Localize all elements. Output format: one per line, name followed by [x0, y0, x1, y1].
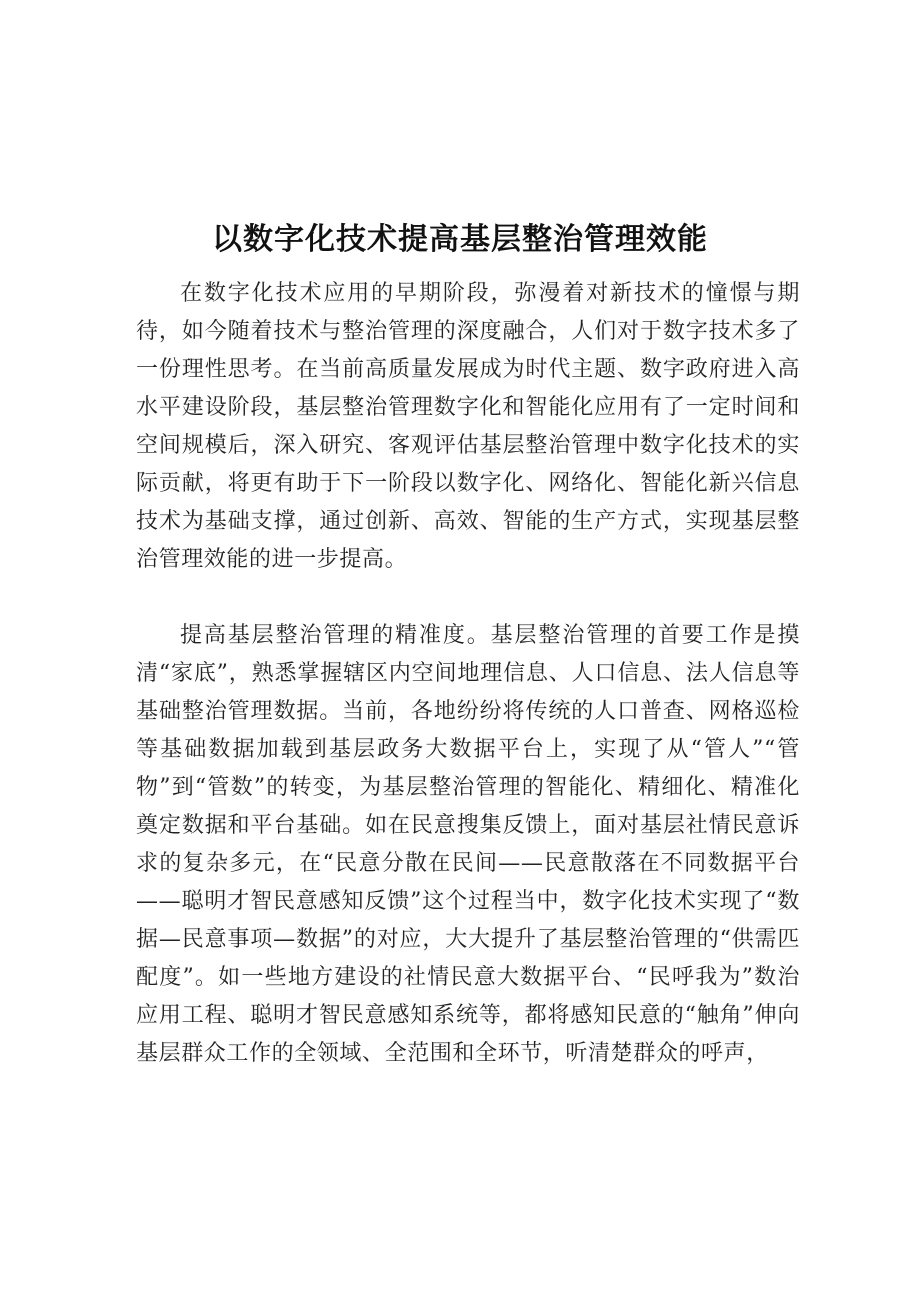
document-title: 以数字化技术提高基层整治管理效能 — [212, 222, 708, 257]
paragraph-intro: 在数字化技术应用的早期阶段，弥漫着对新技术的憧憬与期待，如今随着技术与整治管理的深度融合，人们对于数字技术多了一份理性思考。在当前高质量发展成为时代主题、数字政府进入高水平建设阶段，基层整治管理数字化和智能化应用有了一定时间和空间规模后，深入研究、客观评估基层整治管理中数字化技术的实际贡献，将更有助于下一阶段以数字化、网络化、智能化新兴信息技术为基础支撑，通过创新、高效、智能的生产方式，实现基层整治管理效能的进一步提高。 — [136, 281, 800, 572]
paragraph-precision: 提高基层整治管理的精准度。基层整治管理的首要工作是摸清“家底”，熟悉掌握辖区内空间地理信息、人口信息、法人信息等基础整治管理数据。当前，各地纷纷将传统的人口普查、网格巡检等基础数据加载到基层政务大数据平台上，实现了从“管人”“管物”到“管数”的转变，为基层整治管理的智能化、精细化、精准化奠定数据和平台基础。如在民意搜集反馈上，面对基层社情民意诉求的复杂多元，在“民意分散在民间——民意散落在不同数据平台——聪明才智民意感知反馈”这个过程当中，数字化技术实现了“数据—民意事项—数据”的对应，大大提升了基层整治管理的“供需匹配度”。如一些地方建设的社情民意大数据平台、“民呼我为”数治应用工程、聪明才智民意感知系统等，都将感知民意的“触角”伸向基层群众工作的全领域、全范围和全环节，听清楚群众的呼声， — [136, 623, 800, 1066]
